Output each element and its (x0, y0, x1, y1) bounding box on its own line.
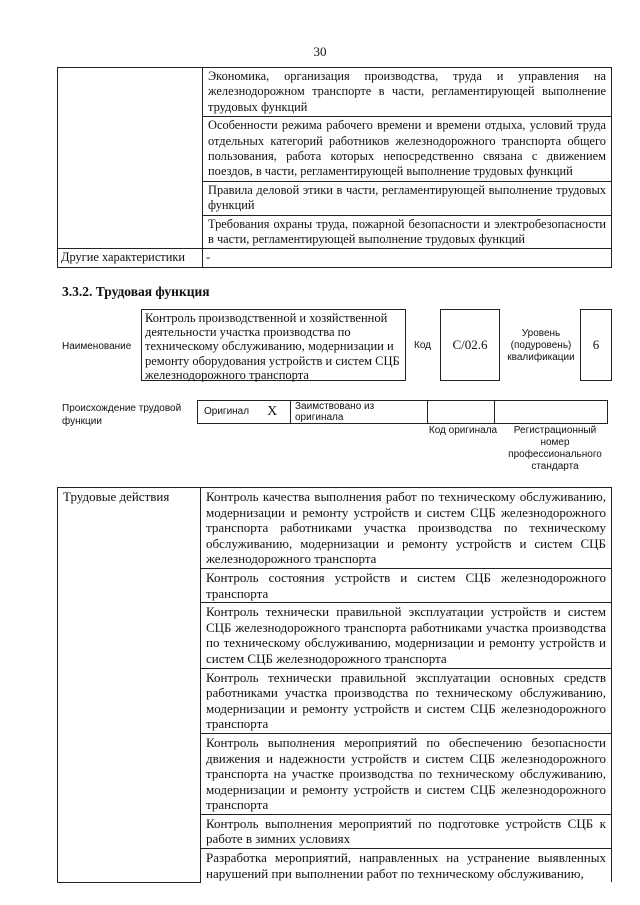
labor-action-row: Контроль качества выполнения работ по техническому обслуживанию, модернизации и ремонту устройств и систем СЦБ железнодорожного транспорта работниками участка производства по техническому обслуживанию, модернизации и ремонту устройств и систем СЦБ железнодорожного транспорта (201, 488, 612, 569)
knowledge-row: Экономика, организация производства, труда и управления на железнодорожном транспорте в части, регламентирующей выполнение трудовых функций (203, 68, 612, 117)
knowledge-row: Требования охраны труда, пожарной безопасности и электробезопасности в части, регламентирующей выполнение трудовых функций (203, 215, 612, 249)
code-value-box: C/02.6 (440, 309, 500, 381)
labor-action-row: Контроль состояния устройств и систем СЦБ железнодорожного транспорта (201, 568, 612, 602)
other-characteristics-label: Другие характеристики (58, 249, 203, 267)
name-label: Наименование (62, 341, 132, 352)
borrowed-label: Заимствовано из оригинала (295, 401, 375, 423)
page-number: 30 (313, 44, 327, 59)
labor-action-row: Разработка мероприятий, направленных на устранение выявленных нарушений при выполнении работ по техническому обслуживанию, (201, 849, 612, 883)
section-title: 3.3.2. Трудовая функция (62, 284, 210, 299)
reg-number-label: Регистрационный номер профессионального стандарта (508, 425, 602, 472)
level-label: Уровень (подуровень) квалификации (507, 328, 575, 363)
function-name-box: Контроль производственной и хозяйственной деятельности участка производства по техническому обслуживанию, модернизации и ремонту оборудования устройств и систем СЦБ железнодорожного транспорта (141, 309, 406, 381)
knowledge-left-cell (58, 68, 203, 249)
original-mark: X (267, 404, 278, 419)
original-label: Оригинал (204, 406, 250, 417)
borrowed-cell (290, 400, 428, 424)
labor-action-row: Контроль выполнения мероприятий по обеспечению безопасности движения и надежности устройств и систем СЦБ железнодорожного транспорта на участке производства по техническому обслуживанию, модернизации и ремонту устройств и систем СЦБ железнодорожного транспорта (201, 733, 612, 814)
origin-label: Происхождение трудовой функции (62, 403, 182, 427)
labor-action-row: Контроль выполнения мероприятий по подготовке устройств СЦБ к работе в зимних условиях (201, 814, 612, 848)
knowledge-table (57, 67, 612, 268)
reg-number-cell (494, 400, 608, 424)
labor-action-row: Контроль технически правильной эксплуатации основных средств работниками участка производства по техническому обслуживанию, модернизации и ремонту устройств и систем СЦБ железнодорожного транспорта (201, 668, 612, 733)
labor-actions-table (57, 487, 612, 883)
original-cell (197, 400, 291, 424)
knowledge-row: Особенности режима рабочего времени и времени отдыха, условий труда отдельных категорий работников железнодорожного транспорта общего пользования, работа которых непосредственно связана с движением поездов, в части, регламентирующей выполнение трудовых функций (203, 117, 612, 182)
code-original-cell (427, 400, 495, 424)
labor-actions-label: Трудовые действия (58, 488, 201, 883)
labor-action-row: Контроль технически правильной эксплуатации устройств и систем СЦБ железнодорожного транспорта работниками участка производства по техническому обслуживанию, модернизации и ремонту устройств и систем СЦБ железнодорожного транспорта (201, 603, 612, 668)
other-characteristics-value: - (203, 249, 612, 267)
origin-row (198, 400, 608, 424)
level-value-box: 6 (580, 309, 612, 381)
knowledge-row: Правила деловой этики в части, регламентирующей выполнение трудовых функций (203, 181, 612, 215)
code-label: Код (414, 340, 432, 351)
code-original-label: Код оригинала (428, 425, 498, 436)
